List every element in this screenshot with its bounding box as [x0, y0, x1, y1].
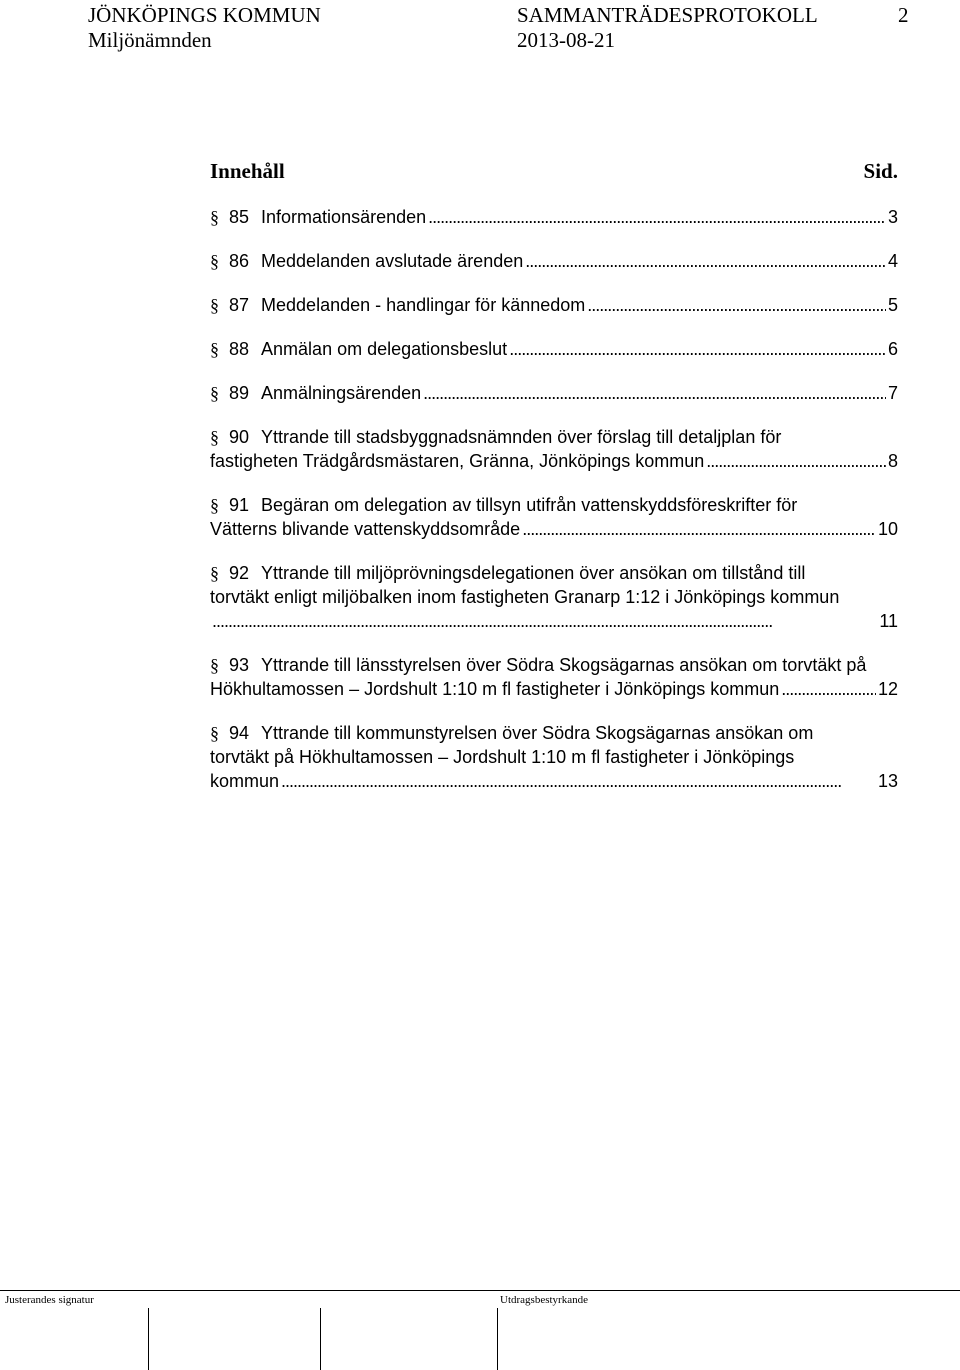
paragraph-sign: § — [210, 563, 219, 583]
toc-entry-title-line: torvtäkt på Hökhultamossen – Jordshult 1:10 m fl fastigheter i Jönköpings — [210, 747, 795, 767]
toc-entry-title: Anmälningsärenden — [261, 383, 422, 403]
toc-entry-title-line: Hökhultamossen – Jordshult 1:10 m fl fastigheter i Jönköpings kommun — [210, 679, 780, 699]
toc-entry-page: 6 — [887, 339, 898, 359]
table-of-contents — [210, 205, 898, 813]
paragraph-sign: § — [210, 295, 219, 315]
signature-box-divider — [148, 1308, 149, 1370]
dot-leader — [428, 205, 886, 229]
toc-entry[interactable] — [210, 425, 898, 473]
toc-entry[interactable] — [210, 293, 898, 317]
paragraph-sign: § — [210, 427, 219, 447]
toc-entry[interactable] — [210, 561, 898, 633]
toc-entry-number: 92 — [229, 563, 250, 583]
paragraph-sign: § — [210, 251, 219, 271]
toc-sid-label: Sid. — [863, 159, 898, 183]
toc-entry[interactable] — [210, 381, 898, 405]
footer-signature-label: Justerandes signatur — [5, 1294, 94, 1306]
toc-entry-title: Informationsärenden — [261, 207, 427, 227]
toc-entry-title-line: Yttrande till länsstyrelsen över Södra Skogsägarnas ansökan om torvtäkt på — [261, 655, 867, 675]
toc-entry-title: Anmälan om delegationsbeslut — [261, 339, 508, 359]
dot-leader — [587, 293, 886, 317]
dot-leader — [781, 677, 876, 701]
toc-entry-number: 86 — [229, 251, 250, 271]
dot-leader — [509, 337, 886, 361]
toc-entry-page: 11 — [879, 611, 898, 631]
toc-entry-number: 94 — [229, 723, 250, 743]
toc-entry-number: 89 — [229, 383, 250, 403]
paragraph-sign: § — [210, 495, 219, 515]
toc-title: Innehåll — [210, 159, 285, 183]
toc-entry-page: 3 — [887, 207, 898, 227]
toc-entry[interactable] — [210, 249, 898, 273]
toc-entry-title-line: Vätterns blivande vattenskyddsområde — [210, 519, 521, 539]
toc-entry-title-line: Yttrande till stadsbyggnadsnämnden över förslag till detaljplan för — [261, 427, 782, 447]
toc-entry-number: 91 — [229, 495, 250, 515]
toc-entry-title: Meddelanden - handlingar för kännedom — [261, 295, 586, 315]
footer-divider — [0, 1290, 960, 1291]
signature-box-divider — [320, 1308, 321, 1370]
toc-entry-title-line: torvtäkt enligt miljöbalken inom fastigheten Granarp 1:12 i Jönköpings kommun — [210, 587, 840, 607]
dot-leader — [706, 449, 886, 473]
dot-leader — [522, 517, 876, 541]
toc-entry-page: 7 — [887, 383, 898, 403]
header-org: JÖNKÖPINGS KOMMUN — [88, 3, 321, 27]
toc-entry-number: 88 — [229, 339, 250, 359]
header-committee: Miljönämnden — [88, 28, 212, 52]
toc-entry[interactable] — [210, 493, 898, 541]
paragraph-sign: § — [210, 207, 219, 227]
toc-entry-number: 85 — [229, 207, 250, 227]
toc-entry-page: 5 — [887, 295, 898, 315]
toc-entry-page: 4 — [887, 251, 898, 271]
header-doc-type: SAMMANTRÄDESPROTOKOLL — [517, 3, 818, 27]
header-date: 2013-08-21 — [517, 28, 615, 52]
toc-entry-page: 10 — [877, 519, 898, 539]
toc-entry-page: 13 — [877, 771, 898, 791]
toc-entry[interactable] — [210, 721, 898, 793]
toc-entry-number: 93 — [229, 655, 250, 675]
toc-entry-number: 90 — [229, 427, 250, 447]
paragraph-sign: § — [210, 655, 219, 675]
toc-entry[interactable] — [210, 653, 898, 701]
paragraph-sign: § — [210, 723, 219, 743]
toc-entry-page: 8 — [887, 451, 898, 471]
header-page-number: 2 — [898, 3, 909, 27]
toc-entry[interactable] — [210, 205, 898, 229]
footer-extract-label: Utdragsbestyrkande — [500, 1294, 588, 1306]
paragraph-sign: § — [210, 339, 219, 359]
dot-leader — [212, 609, 877, 633]
toc-entry-title-line: Begäran om delegation av tillsyn utifrån vattenskyddsföreskrifter för — [261, 495, 798, 515]
toc-entry-title-line: kommun — [210, 771, 280, 791]
dot-leader — [423, 381, 886, 405]
signature-box-divider — [497, 1308, 498, 1370]
paragraph-sign: § — [210, 383, 219, 403]
dot-leader — [281, 769, 876, 793]
toc-entry-title: Meddelanden avslutade ärenden — [261, 251, 524, 271]
toc-entry-title-line: Yttrande till kommunstyrelsen över Södra Skogsägarnas ansökan om — [261, 723, 814, 743]
toc-entry[interactable] — [210, 337, 898, 361]
toc-entry-number: 87 — [229, 295, 250, 315]
toc-entry-title-line: fastigheten Trädgårdsmästaren, Gränna, Jönköpings kommun — [210, 451, 705, 471]
dot-leader — [525, 249, 886, 273]
toc-entry-title-line: Yttrande till miljöprövningsdelegationen över ansökan om tillstånd till — [261, 563, 806, 583]
toc-entry-page: 12 — [877, 679, 898, 699]
